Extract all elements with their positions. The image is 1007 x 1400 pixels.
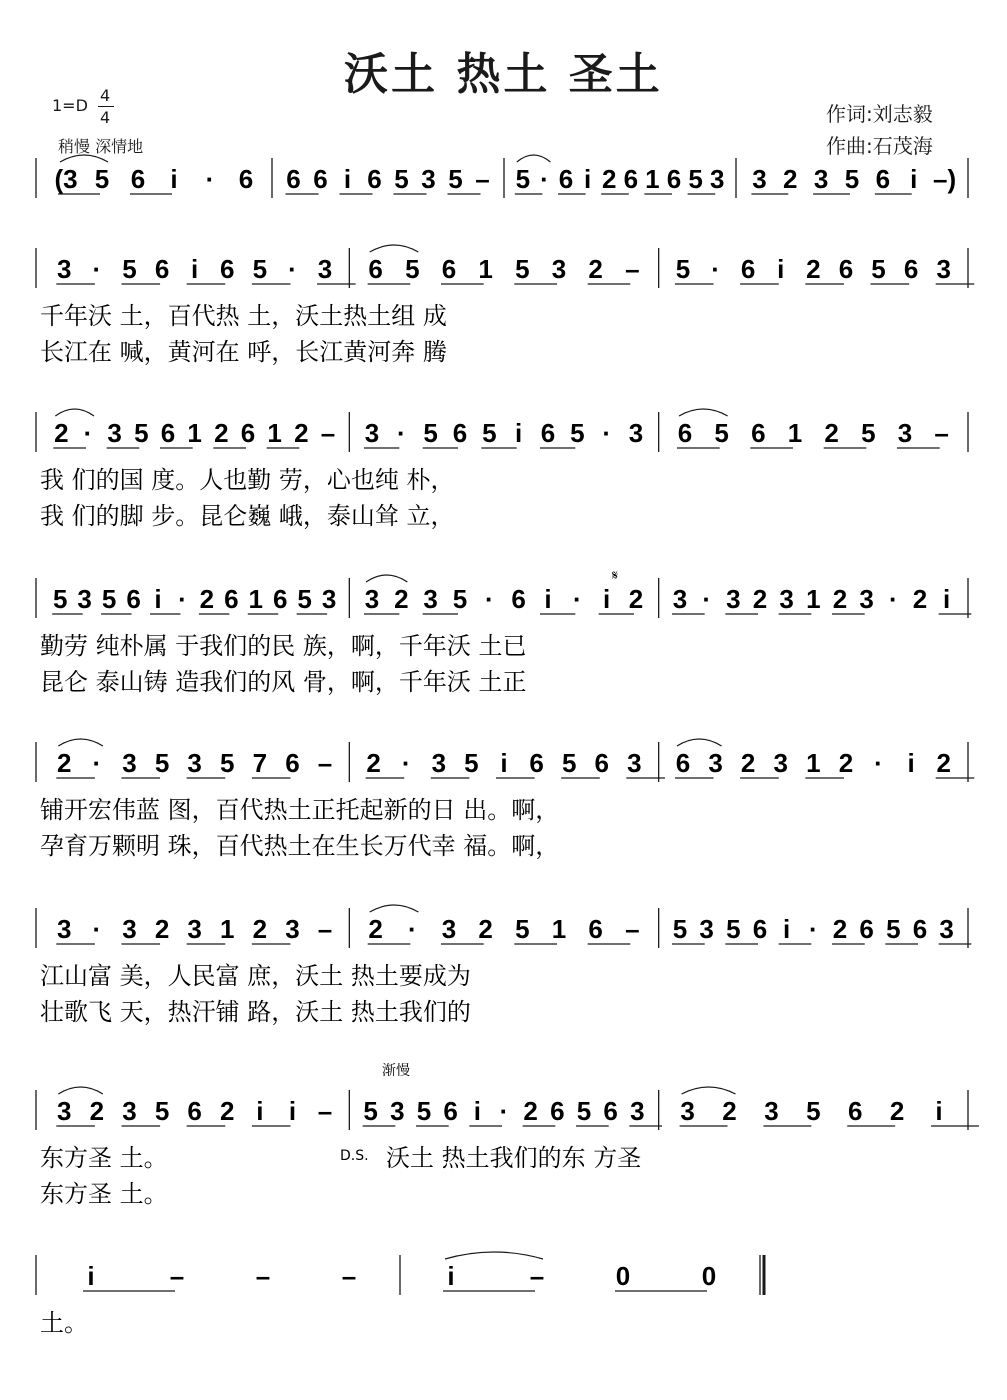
note: 5	[515, 254, 530, 284]
note: 3	[813, 164, 829, 194]
slur-mark	[60, 155, 108, 162]
note: 5	[52, 584, 68, 614]
segno-marking: 𝄋	[612, 568, 619, 584]
note: 6	[452, 418, 468, 448]
note: 2	[478, 914, 493, 944]
note: 2	[628, 584, 644, 614]
note: –	[625, 254, 640, 284]
note: 5	[844, 164, 860, 194]
note: 5	[515, 164, 531, 194]
note: 6	[238, 164, 254, 194]
note: 3	[441, 914, 457, 944]
note: 6	[285, 748, 300, 778]
note: –	[169, 1261, 185, 1291]
note: 6	[594, 748, 610, 778]
lyric-line: 勤劳 纯朴属 于我们的民 族，啊，千年沃 土已	[40, 632, 527, 660]
note: –	[317, 748, 333, 778]
note: 3	[726, 584, 741, 614]
key-signature: 1=D	[52, 96, 88, 115]
note: 5	[101, 584, 117, 614]
note: 2	[824, 418, 839, 448]
note: ·	[572, 584, 582, 614]
note: ·	[808, 914, 818, 944]
note: i	[544, 584, 552, 614]
note: ·	[92, 914, 102, 944]
note: i	[777, 254, 785, 284]
note: 6	[666, 164, 682, 194]
note: 5	[452, 584, 468, 614]
note: 3	[680, 1096, 695, 1126]
note: 2	[740, 748, 756, 778]
note: i	[87, 1261, 95, 1291]
note: 5	[570, 418, 585, 448]
note: ·	[92, 254, 102, 284]
note: 6	[848, 1096, 863, 1126]
note: 2	[57, 748, 72, 778]
note: 3	[364, 584, 380, 614]
note: 0	[701, 1261, 717, 1291]
note: 6	[126, 584, 141, 614]
note: 2	[154, 914, 170, 944]
note: 2	[252, 914, 268, 944]
note: 2	[54, 418, 69, 448]
note: 3	[317, 254, 333, 284]
note: 5	[861, 418, 876, 448]
note: 3	[57, 914, 72, 944]
slur-mark	[677, 739, 722, 746]
composer-credit: 作曲:石茂海	[826, 134, 933, 158]
tempo-marking: 稍慢 深情地	[58, 137, 144, 156]
note: 2	[752, 584, 768, 614]
lyric-line: 铺开宏伟蓝 图，百代热土正托起新的日 出。啊，	[40, 796, 560, 824]
note: –	[320, 418, 336, 448]
slur-mark	[58, 739, 103, 746]
note: ·	[83, 418, 93, 448]
note: 6	[529, 748, 544, 778]
note: 6	[187, 1096, 202, 1126]
note: 5	[714, 418, 729, 448]
note: ·	[874, 748, 883, 778]
note: 5	[561, 748, 577, 778]
lyric-line: 江山富 美，人民富 庶，沃土 热土要成为	[40, 962, 471, 990]
note: 6	[838, 254, 854, 284]
note: 5	[688, 164, 703, 194]
note: ·	[288, 254, 297, 284]
note: –	[317, 1096, 333, 1126]
note: 3	[779, 584, 794, 614]
note: 2	[199, 584, 215, 614]
note: (3	[54, 164, 78, 194]
note: 6	[160, 418, 176, 448]
note: 3	[752, 164, 767, 194]
note: 2	[588, 254, 603, 284]
lyric-line: 长江在 喊，黄河在 呼，长江黄河奔 腾	[40, 338, 447, 366]
note: 3	[936, 254, 951, 284]
slur-mark	[370, 905, 419, 912]
note: 6	[752, 914, 768, 944]
note: 2	[832, 914, 848, 944]
lyricist-credit: 作词:刘志毅	[826, 102, 933, 126]
lyric-line: 千年沃 土，百代热 土，沃土热土组 成	[40, 302, 447, 330]
note: –	[255, 1261, 271, 1291]
lyric-line: 东方圣 土。	[40, 1180, 168, 1208]
note: 5	[482, 418, 497, 448]
note: 1	[248, 584, 264, 614]
note: –	[529, 1261, 545, 1291]
lyric-line: 东方圣 土。	[40, 1144, 168, 1172]
note: 3	[187, 914, 202, 944]
note: 5	[416, 1096, 432, 1126]
note: i	[343, 164, 352, 194]
note: 3	[708, 748, 723, 778]
note: 1	[551, 914, 567, 944]
note: i	[170, 164, 178, 194]
note: 6	[912, 914, 928, 944]
lyric-line: 我 们的脚 步。昆仑巍 峨，泰山耸 立，	[40, 502, 455, 530]
note: 6	[154, 254, 170, 284]
note: –	[625, 914, 640, 944]
ritardando-marking: 渐慢	[382, 1063, 410, 1079]
note: 1	[478, 254, 493, 284]
note: 1	[787, 418, 803, 448]
note: 6	[368, 254, 383, 284]
note: –	[341, 1261, 357, 1291]
note: 6	[441, 254, 457, 284]
note: i	[943, 584, 951, 614]
note: 5	[405, 254, 420, 284]
note: 3	[77, 584, 92, 614]
slur-mark	[366, 575, 407, 582]
note: 5	[297, 584, 312, 614]
lyric-line: 孕育万颗明 珠，百代热土在生长万代幸 福。啊，	[40, 832, 560, 860]
note: 3	[321, 584, 337, 614]
note: 6	[130, 164, 146, 194]
note: 5	[515, 914, 530, 944]
note: 6	[367, 164, 382, 194]
lyric-line-continuation: 沃土 热土我们的东 方圣	[386, 1144, 642, 1172]
note: 3	[859, 584, 874, 614]
note: 3	[421, 164, 436, 194]
note: 5	[394, 164, 409, 194]
time-signature-top: 4	[100, 86, 111, 105]
note: 3	[122, 748, 137, 778]
note: i	[473, 1096, 481, 1126]
note: 6	[272, 584, 288, 614]
note: 2	[832, 584, 848, 614]
song-title: 沃土 热土 圣土	[344, 49, 663, 100]
note: 2	[394, 584, 409, 614]
note: 2	[523, 1096, 538, 1126]
note: –)	[933, 164, 957, 194]
note: 6	[903, 254, 919, 284]
note: 5	[252, 254, 268, 284]
note: 3	[122, 1096, 137, 1126]
note: i	[910, 164, 918, 194]
slur-mark	[55, 409, 94, 416]
note: 6	[558, 164, 574, 194]
note: ·	[711, 254, 720, 284]
note: 5	[886, 914, 901, 944]
note: ·	[401, 748, 411, 778]
note: 5	[363, 1096, 378, 1126]
note: 5	[423, 418, 438, 448]
note: 5	[220, 748, 235, 778]
note: 5	[672, 914, 688, 944]
note: 6	[588, 914, 603, 944]
note: i	[154, 584, 162, 614]
note: 6	[675, 748, 691, 778]
note: 3	[390, 1096, 405, 1126]
note: 5	[464, 748, 479, 778]
note: 5	[134, 418, 149, 448]
note: 5	[726, 914, 741, 944]
note: 3	[773, 748, 788, 778]
note: –	[475, 164, 490, 194]
note: 2	[806, 254, 821, 284]
note: ·	[396, 418, 406, 448]
note: 6	[623, 164, 639, 194]
note: 2	[214, 418, 229, 448]
note: 2	[220, 1096, 235, 1126]
lyric-line: 壮歌飞 天，热汗铺 路，沃土 热土我们的	[40, 998, 471, 1026]
note: 7	[252, 748, 268, 778]
note: 2	[601, 164, 617, 194]
note: 5	[154, 1096, 170, 1126]
note: 6	[224, 584, 239, 614]
note: 2	[783, 164, 798, 194]
note: 6	[603, 1096, 618, 1126]
note: 3	[628, 418, 644, 448]
note: 3	[699, 914, 714, 944]
dal-segno-marking: D.S.	[340, 1148, 369, 1164]
note: –	[934, 418, 949, 448]
note: 3	[939, 914, 954, 944]
note: 5	[154, 748, 170, 778]
slur-mark	[682, 1087, 736, 1094]
lyric-line: 昆仑 泰山铸 造我们的风 骨，啊，千年沃 土正	[40, 668, 527, 696]
note: ·	[407, 914, 417, 944]
note: 1	[806, 584, 821, 614]
lyric-line: 土。	[40, 1309, 88, 1337]
note: 2	[368, 914, 383, 944]
note: 6	[313, 164, 328, 194]
note: 2	[912, 584, 928, 614]
note: 3	[551, 254, 567, 284]
note: 3	[57, 1096, 72, 1126]
note: 3	[122, 914, 137, 944]
note: 6	[540, 418, 556, 448]
note: i	[191, 254, 199, 284]
slur-mark	[517, 155, 551, 162]
note: ·	[702, 584, 712, 614]
note: 0	[615, 1261, 631, 1291]
note: 1	[187, 418, 202, 448]
note: 3	[627, 748, 642, 778]
note: i	[256, 1096, 264, 1126]
note: 3	[431, 748, 447, 778]
note: –	[317, 914, 333, 944]
note: 5	[448, 164, 463, 194]
note: i	[935, 1096, 943, 1126]
note: 5	[675, 254, 691, 284]
slur-mark	[58, 1087, 103, 1094]
note: 5	[94, 164, 110, 194]
note: 3	[630, 1096, 645, 1126]
note: 6	[240, 418, 256, 448]
note: 2	[936, 748, 951, 778]
note: i	[500, 748, 508, 778]
note: 6	[286, 164, 301, 194]
note: 5	[871, 254, 886, 284]
note: 1	[645, 164, 660, 194]
note: 2	[366, 748, 381, 778]
note: 6	[511, 584, 526, 614]
note: 2	[294, 418, 309, 448]
note: 3	[764, 1096, 779, 1126]
note: i	[447, 1261, 455, 1291]
note: 1	[220, 914, 235, 944]
note: 3	[285, 914, 300, 944]
note: ·	[540, 164, 549, 194]
lyric-line: 我 们的国 度。人也勤 劳，心也纯 朴，	[40, 466, 455, 494]
note: 6	[875, 164, 891, 194]
note: 1	[806, 748, 821, 778]
note: 5	[806, 1096, 821, 1126]
note: ·	[888, 584, 898, 614]
note: 6	[859, 914, 874, 944]
note: i	[288, 1096, 297, 1126]
note: 6	[550, 1096, 565, 1126]
note: ·	[92, 748, 102, 778]
note: 3	[364, 418, 380, 448]
note: i	[603, 584, 611, 614]
slur-mark	[445, 1252, 543, 1259]
slur-mark	[679, 409, 728, 416]
time-signature-bottom: 4	[100, 108, 111, 127]
note: i	[583, 164, 592, 194]
note: i	[515, 418, 523, 448]
note: 3	[709, 164, 725, 194]
note: ·	[178, 584, 187, 614]
note: 3	[423, 584, 438, 614]
note: 6	[443, 1096, 458, 1126]
note: 5	[576, 1096, 592, 1126]
note: 3	[107, 418, 122, 448]
note: i	[783, 914, 791, 944]
note: 6	[751, 418, 766, 448]
note: 5	[122, 254, 137, 284]
note: 3	[187, 748, 202, 778]
note: 3	[897, 418, 913, 448]
note: 6	[677, 418, 693, 448]
note: 6	[740, 254, 756, 284]
note: 3	[672, 584, 688, 614]
note: 3	[57, 254, 72, 284]
note: i	[907, 748, 915, 778]
note: ·	[602, 418, 612, 448]
note: 6	[220, 254, 235, 284]
note: ·	[205, 164, 215, 194]
note: 2	[89, 1096, 105, 1126]
note: 2	[889, 1096, 905, 1126]
note: ·	[484, 584, 494, 614]
note: ·	[499, 1096, 509, 1126]
note: 2	[722, 1096, 737, 1126]
note: 2	[838, 748, 854, 778]
note: 1	[267, 418, 282, 448]
slur-mark	[370, 245, 419, 252]
